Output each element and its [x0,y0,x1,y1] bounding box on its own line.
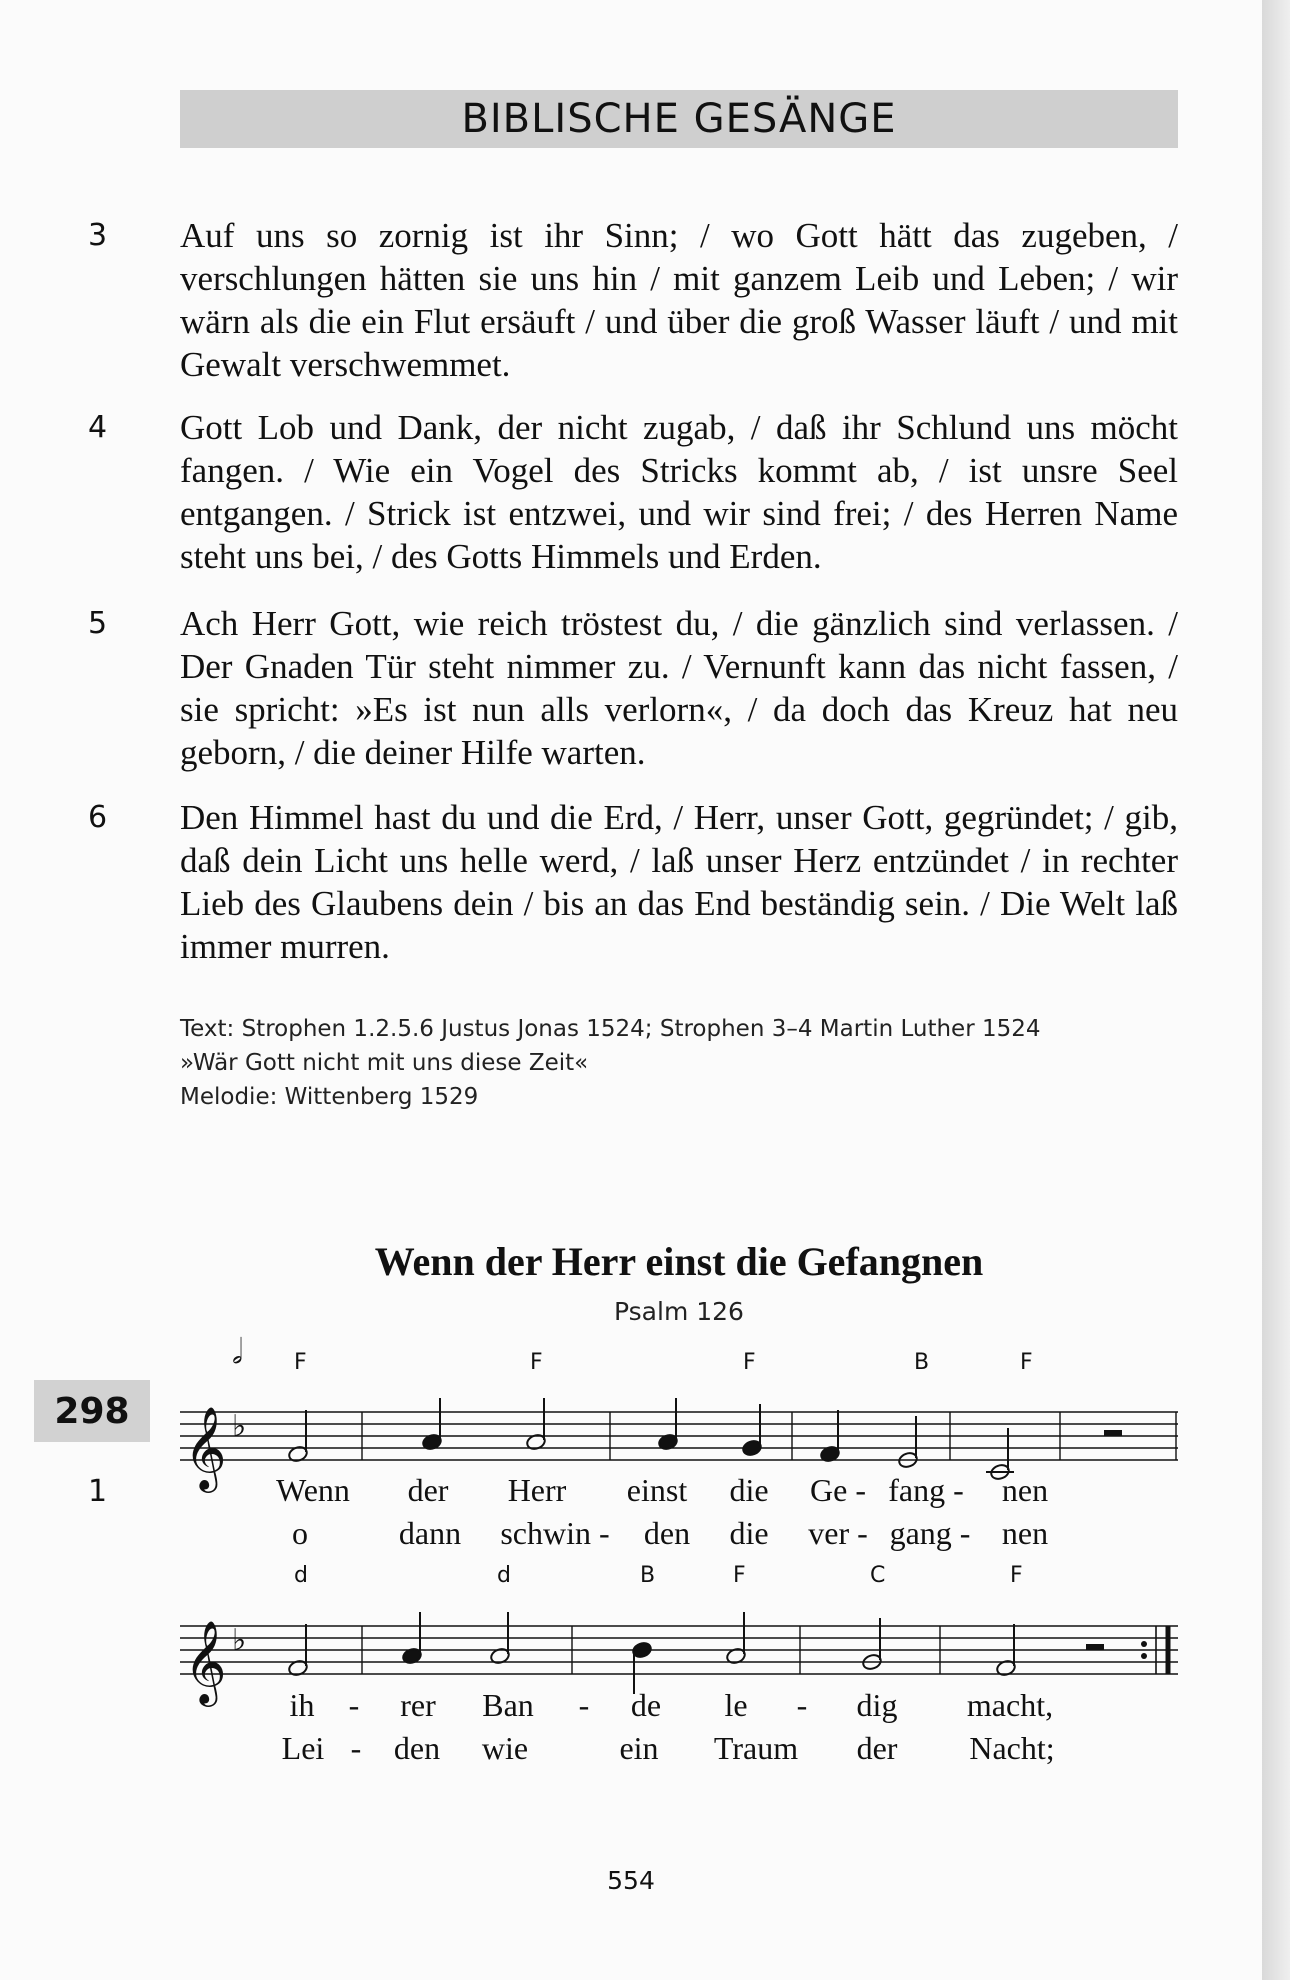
stanza-number: 5 [88,606,108,641]
lyric-syllable: nen [1001,1515,1049,1551]
lyric-syllable: ver - [808,1515,868,1551]
chord-label: F [733,1563,746,1588]
lyric-syllable: Traum [713,1730,799,1766]
section-header: BIBLISCHE GESÄNGE [180,90,1178,148]
lyric-syllable: fang - [888,1472,964,1508]
lyric-syllable: Herr [507,1472,567,1508]
credits-text-line: Text: Strophen 1.2.5.6 Justus Jonas 1524; Strophen 3–4 Martin Luther 1524 [180,1016,1041,1042]
psalm-reference: Psalm 126 [614,1297,744,1326]
song-title: Wenn der Herr einst die Gefangnen [374,1239,984,1284]
chord-label: F [530,1350,543,1375]
page-number: 554 [607,1866,655,1895]
chord-label: B [640,1563,656,1588]
verse-number: 1 [88,1474,108,1509]
flat-sign-icon: ♭ [232,1409,247,1444]
lyric-syllable: de [630,1687,662,1723]
lyric-syllable: ih [289,1687,315,1723]
flat-sign-icon: ♭ [232,1623,247,1658]
stanza-text: Ach Herr Gott, wie reich tröstest du, / die gänzlich sind verlassen. / Der Gnaden Tür steht nimmer zu. / Vernunft kann das nicht fassen, / sie spricht: »Es ist nun alls verlorn«, / da doch das Kreuz hat neu geborn, / die deiner Hilfe warten. [180,604,1178,772]
chord-label: F [294,1350,307,1375]
stanza-text: Auf uns so zornig ist ihr Sinn; / wo Gott hätt das zugeben, / verschlungen hätten sie uns hin / mit ganzem Leib und Leben; / wir wärn als die ein Flut ersäuft / und über die groß Wasser läuft / und mit Gewalt verschwemmet. [180,216,1178,384]
stanza-number: 3 [88,218,108,253]
chord-label: F [743,1350,756,1375]
credits-source-line: »Wär Gott nicht mit uns diese Zeit« [180,1050,589,1076]
lyric-syllable: ein [619,1730,659,1766]
lyric-syllable: - [796,1687,808,1723]
chord-label: F [1020,1350,1033,1375]
lyric-syllable: nen [1001,1472,1049,1508]
lyric-syllable: - [350,1730,362,1766]
credits-melody-line: Melodie: Wittenberg 1529 [180,1084,479,1110]
song-number-badge: 298 [34,1380,150,1442]
lyric-syllable: - [578,1687,590,1723]
lyric-syllable: Ban [482,1687,534,1723]
lyric-syllable: Wenn [276,1472,350,1508]
lyric-syllable: dig [856,1687,898,1723]
lyric-syllable: o [292,1515,308,1551]
chord-label: d [497,1563,511,1588]
lyric-syllable: der [407,1472,449,1508]
lyric-syllable: einst [626,1472,688,1508]
lyric-syllable: den [393,1730,441,1766]
lyric-syllable: den [643,1515,691,1551]
treble-clef-icon: 𝄞 [184,1619,227,1703]
chord-label: d [294,1563,308,1588]
stanza-text: Den Himmel hast du und die Erd, / Herr, unser Gott, gegründet; / gib, daß dein Licht uns helle werd, / laß unser Herz entzündet / in rechter Lieb des Glaubens dein / bis an das End beständig sein. / Die Welt laß immer murren. [180,798,1178,966]
page-edge [1262,0,1290,1980]
lyric-syllable: wie [481,1730,529,1766]
stanza-text: Gott Lob und Dank, der nicht zugab, / daß ihr Schlund uns möcht fangen. / Wie ein Vogel des Stricks kommt ab, / ist unsre Seel entgangen. / Strick ist entzwei, und wir sind frei; / des Herren Name steht uns bei, / des Gotts Himmels und Erden. [180,408,1178,576]
lyric-syllable: Ge - [810,1472,866,1508]
lyric-syllable: rer [400,1687,436,1723]
lyric-syllable: Lei [281,1730,325,1766]
chord-label: F [1010,1563,1023,1588]
stanza-number: 4 [88,410,108,445]
chord-label: B [914,1350,930,1375]
stanza-number: 6 [88,800,108,835]
lyric-syllable: - [348,1687,360,1723]
credits [180,1012,1180,1114]
lyric-syllable: schwin - [500,1515,610,1551]
lyric-syllable: dann [398,1515,462,1551]
treble-clef-icon: 𝄞 [184,1405,227,1489]
lyric-syllable: le [724,1687,748,1723]
lyric-syllable: die [729,1515,769,1551]
tempo-half-note-icon: 𝅗𝅥 [232,1332,243,1372]
lyric-syllable: Nacht; [969,1730,1055,1766]
lyric-syllable: die [729,1472,769,1508]
lyric-syllable: der [856,1730,898,1766]
lyric-syllable: macht, [966,1687,1054,1723]
lyric-syllable: gang - [889,1515,971,1551]
chord-label: C [870,1563,886,1588]
